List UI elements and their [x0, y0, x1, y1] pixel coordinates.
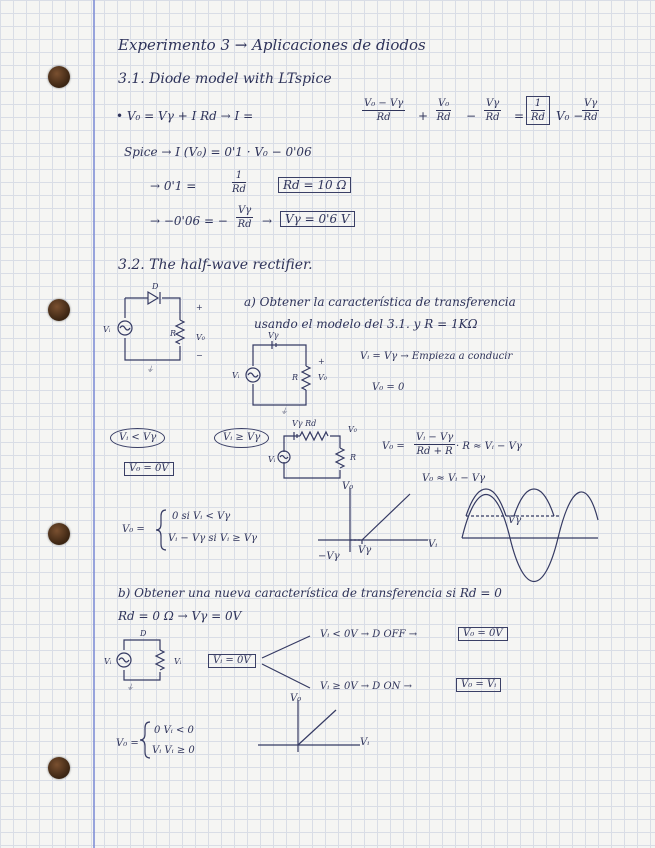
sine-sketch — [462, 489, 598, 582]
svg-text:V₀: V₀ — [196, 333, 205, 342]
vg-result-box: Vγ = 0'6 V — [280, 211, 355, 227]
svg-text:Vᵢ: Vᵢ — [232, 371, 240, 380]
vg-derivation: → −0'06 = − — [150, 214, 228, 228]
fraction-e: $\frac{V\gamma}{Rd}$ — [583, 98, 598, 123]
svg-text:Vᵢ: Vᵢ — [104, 657, 112, 666]
graph-a-vg-label: Vγ — [358, 545, 372, 556]
vo-approximation: V₀ ≈ Vᵢ − Vγ — [422, 473, 486, 484]
svg-text:+: + — [318, 357, 325, 366]
vo-equation-rhs: · R ≈ Vᵢ − Vγ — [456, 441, 522, 452]
vo-zero-box: V₀ = 0V — [124, 462, 174, 476]
minus-sign: − — [466, 109, 477, 123]
vo-zero: V₀ = 0 — [372, 382, 405, 393]
circuit-model — [232, 331, 328, 416]
fraction-a: $\frac{\text{V₀ − Vγ}}{Rd}$ — [364, 98, 404, 123]
svg-text:−: − — [196, 351, 203, 360]
circuit-rectifier — [103, 282, 206, 374]
part-a-line-2: usando el modelo del 3.1. y R = 1KΩ — [254, 317, 478, 331]
part-a-line-1: a) Obtener la característica de transferencia — [244, 295, 516, 309]
svg-text:Vγ: Vγ — [268, 331, 279, 340]
svg-text:R: R — [292, 373, 299, 382]
svg-text:Vᵢ: Vᵢ — [103, 325, 111, 334]
rd-result-box: Rd = 10 Ω — [278, 177, 351, 193]
graph-a-vo-label: V₀ — [342, 481, 354, 492]
graph-a-neg-vg-label: −Vγ — [318, 551, 340, 562]
section-3-1-heading: 3.1. Diode model with LTspice — [118, 71, 332, 87]
svg-text:R: R — [350, 453, 357, 462]
svg-text:Vᵢ: Vᵢ — [174, 657, 182, 666]
arrow: → — [262, 214, 273, 228]
sine-vg-label: Vγ — [508, 515, 522, 526]
graph-b-vi-label: Vᵢ — [360, 737, 370, 748]
transfer-graph-a — [318, 488, 428, 552]
equals-sign: = — [514, 109, 525, 123]
svg-text:+: + — [196, 303, 203, 312]
svg-text:⏚: ⏚ — [146, 365, 154, 374]
svg-text:D: D — [152, 282, 159, 291]
transfer-graph-b — [258, 700, 360, 752]
branch-off-box: V₀ = 0V — [458, 627, 508, 641]
svg-text:⏚: ⏚ — [280, 407, 288, 416]
case-vi-less: Vᵢ < Vγ — [110, 428, 165, 448]
branch-on-text: Vᵢ ≥ 0V → D ON → — [320, 681, 412, 692]
spice-equation: Spice → I (V₀) = 0'1 · V₀ − 0'06 — [124, 145, 312, 159]
circuit-ideal — [104, 629, 182, 692]
svg-text:⏚: ⏚ — [126, 683, 134, 692]
svg-text:D: D — [140, 629, 147, 638]
part-b-line-1: b) Obtener una nueva característica de transferencia si Rd = 0 — [118, 586, 502, 600]
section-3-2-heading: 3.2. The half-wave rectifier. — [118, 257, 313, 273]
branch-on-box: V₀ = Vᵢ — [456, 678, 501, 692]
svg-text:V₀: V₀ — [348, 425, 357, 434]
case-vi-greater: Vᵢ ≥ Vγ — [214, 428, 269, 448]
vg-fraction: $\frac{V\gamma}{Rd}$ — [237, 205, 252, 230]
fraction-b: $\frac{\text{V₀}}{Rd}$ — [436, 98, 451, 123]
rd-derivation: → 0'1 = — [150, 179, 197, 193]
conduction-condition: Vᵢ = Vγ → Empieza a conducir — [360, 351, 513, 362]
piecewise-b-row-1: 0 Vᵢ < 0 — [154, 725, 194, 736]
plus-sign: + — [418, 109, 429, 123]
rd-fraction: $\frac{1}{Rd}$ — [232, 170, 246, 195]
svg-text:Vᵢ: Vᵢ — [268, 455, 276, 464]
circuit-with-rd — [268, 419, 358, 478]
graph-b-vo-label: V₀ — [290, 693, 302, 704]
piecewise-b-lhs: V₀ = — [116, 738, 139, 749]
fraction-d: $\frac{1}{Rd}$ — [526, 96, 550, 125]
vi-zero-box: Vᵢ = 0V — [208, 654, 256, 668]
vo-equation-fraction: $\frac{\text{Vᵢ − Vγ}}{Rd + R}$ — [416, 432, 454, 457]
svg-text:R: R — [170, 329, 177, 338]
graph-a-vi-label: Vᵢ — [428, 539, 438, 550]
diode-equation: • V₀ = Vγ + I Rd → I = — [116, 109, 254, 123]
fraction-c: $\frac{V\gamma}{Rd}$ — [485, 98, 500, 123]
page-title: Experimento 3 → Aplicaciones de diodos — [118, 36, 426, 54]
piecewise-a-lhs: V₀ = — [122, 524, 145, 535]
vo-equation-lhs: V₀ = — [382, 441, 405, 452]
svg-text:V₀: V₀ — [318, 373, 327, 382]
piecewise-a-row-1: 0 si Vᵢ < Vγ — [172, 511, 231, 522]
brace-a — [156, 510, 166, 550]
part-b-line-2: Rd = 0 Ω → Vγ = 0V — [118, 609, 242, 623]
piecewise-a-row-2: Vᵢ − Vγ si Vᵢ ≥ Vγ — [168, 533, 258, 544]
branch-off-text: Vᵢ < 0V → D OFF → — [320, 629, 418, 640]
branch-arrows — [262, 636, 310, 688]
svg-text:Vγ Rd: Vγ Rd — [292, 419, 317, 428]
piecewise-b-row-2: Vᵢ Vᵢ ≥ 0 — [152, 745, 195, 756]
brace-b — [140, 722, 150, 758]
vo-minus: V₀ − — [556, 109, 584, 123]
